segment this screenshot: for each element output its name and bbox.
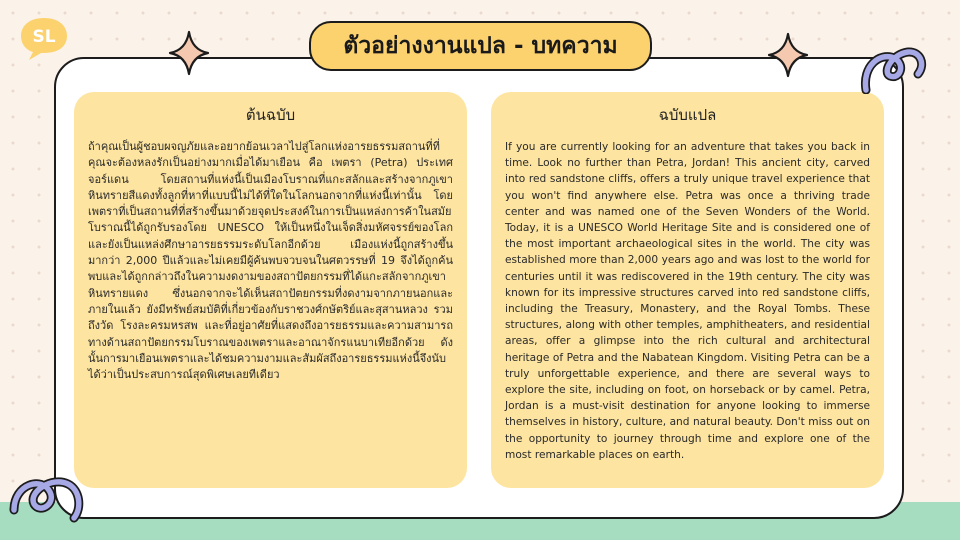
logo-text: SL (32, 27, 56, 47)
translation-heading: ฉบับแปล (658, 106, 717, 124)
translation-panel (491, 92, 884, 488)
page-title: ตัวอย่างงานแปล - บทความ (309, 21, 652, 71)
original-text-panel (74, 92, 467, 488)
original-body-text: ถ้าคุณเป็นผู้ชอบผจญภัยและอยากย้อนเวลาไปสู่โลกแห่งอารยธรรมสถานที่ที่คุณจะต้องหลงรักเป็นอย่างมากเมื่อได้มาเยือน คือ เพตรา (Petra) ประเทศจอร์แดน โดยสถานที่แห่งนี้เป็นเมืองโบราณที่แกะสลักและสร้างจากภูเขาหินทรายสีแดงทั้งลูกที่หาที่แบบนี้ไม่ได้ที่ใดในโลกนอกจากที่แห่งนี้เท่านั้น โดยเพตราที่เป็นสถานที่ที่สร้างขึ้นมาด้วยจุดประสงค์ในการเป็นแหล่งการค้าในสมัยโบราณนี้ได้ถูกรับรองโดย UNESCO ให้เป็นหนึ่งในเจ็ดสิ่งมหัศจรรย์ของโลกและยังเป็นแหล่งศึกษาอารยธรรมระดับโลกอีกด้วย เมืองแห่งนี้ถูกสร้างขึ้นมากว่า 2,000 ปีแล้วและไม่เคยมีผู้ค้นพบจวบจนในศตวรรษที่ 19 จึงได้ถูกค้นพบและได้ถูกกล่าวถึงในความงดงามของสถาปัตยกรรมที่ได้แกะสลักจากภูเขาหินทรายแดง ซึ่งนอกจากจะได้เห็นสถาปัตยกรรมที่งดงามจากภายนอกและภายในแล้ว ยังมีทรัพย์สมบัติที่เกี่ยวข้องกับราชวงศ์กษัตริย์และสุสานหลวง รวมถึงวัด โรงละครมหรสพ และที่อยู่อาศัยที่แสดงถึงอารยธรรมและความสามารถทางด้านสถาปัตยกรรมโบราณของเพตราและอาณาจักรแนบาเทียอีกด้วย ดังนั้นการมาเยือนเพตราและได้ชมความงามและสัมผัสถึงอารยธรรมแห่งนี้จึงนับได้ว่าเป็นประสบการณ์สุดพิเศษเลยทีเดียว (88, 140, 453, 382)
swirl-icon (858, 44, 930, 94)
sparkle-star-icon (767, 32, 809, 78)
sparkle-star-icon (168, 30, 210, 76)
speech-bubble-logo-icon (17, 15, 71, 61)
original-heading: ต้นฉบับ (245, 106, 296, 124)
translation-body-text: If you are currently looking for an adventure that takes you back in time. Look no further than Petra, Jordan! This ancient city, carved into red sandstone cliffs, offers a truly unique travel experience that you won't find anywhere else. Petra was once a thriving trade center and was named one of the Seven Wonders of the World. Today, it is a UNESCO World Heritage Site and is considered one of the most important archaeological sites in the world. The city was established more than 2,000 years ago and was lost to the world for centuries until it was rediscovered in the 19th century. The city was known for its impressive structures carved into red sandstone cliffs, including the Treasury, Monastery, and the Royal Tombs. These structures, along with other temples, amphitheaters, and residential areas, offer a glimpse into the rich cultural and architectural heritage of Petra and the Nabatean Kingdom. Visiting Petra can be a truly unforgettable experience, and there are several ways to explore the site, including on foot, on horseback or by camel. Petra, Jordan is a must-visit destination for anyone looking to immerse themselves in history, culture, and natural beauty. Don't miss out on the opportunity to journey through time and explore one of the most remarkable places on earth. (505, 141, 870, 461)
swirl-icon (8, 470, 88, 524)
